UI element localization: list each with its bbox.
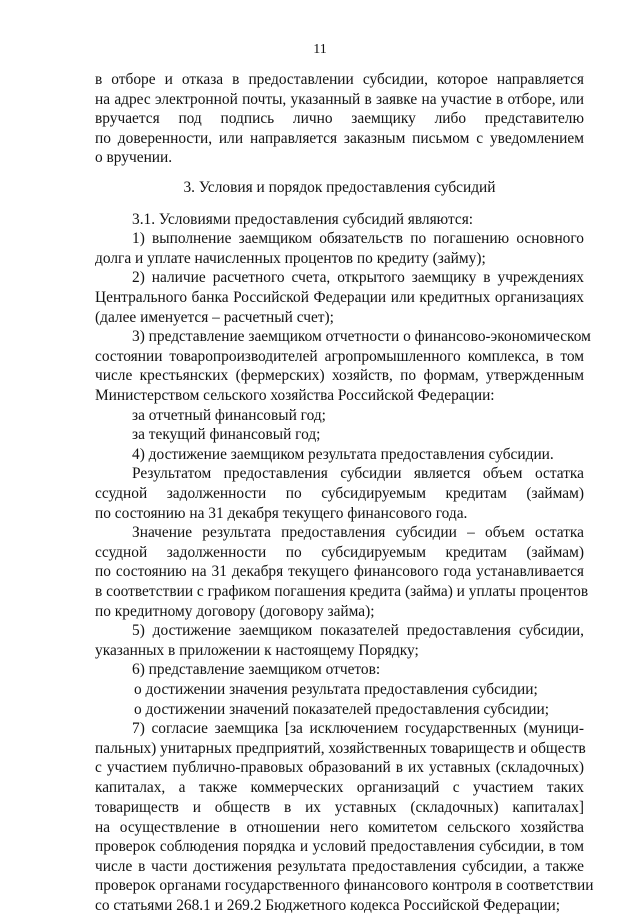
- text-line: Значение результата предоставления субсидии – объем остатка: [132, 524, 584, 541]
- text-line: 3.1. Условиями предоставления субсидий являются:: [132, 211, 474, 228]
- text-line: вручается под подпись лично заемщику либо представителю: [95, 110, 584, 127]
- text-line: в отборе и отказа в предоставлении субсидии, которое направляется: [95, 71, 584, 88]
- text-line: 3) представление заемщиком отчетности о финансово-экономическом: [132, 328, 591, 345]
- text-line: на осуществление в отношении него комитетом сельского хозяйства: [95, 819, 584, 836]
- text-line: состоянии товаропроизводителей агропромышленного комплекса, в том: [95, 348, 584, 365]
- text-line: капиталах, а также коммерческих организаций с участием таких: [95, 779, 584, 796]
- text-line: товариществ и обществ в их уставных (складочных) капиталах]: [95, 799, 584, 816]
- text-line: на адрес электронной почты, указанный в заявке на участие в отборе, или: [95, 91, 584, 108]
- text-line: ссудной задолженности по субсидируемым кредитам (займам): [95, 485, 584, 502]
- text-line: пальных) унитарных предприятий, хозяйственных товариществ и обществ: [95, 740, 586, 757]
- text-line: по состоянию на 31 декабря текущего финансового года.: [95, 505, 468, 522]
- text-line: числе крестьянских (фермерских) хозяйств, по формам, утвержденным: [95, 367, 584, 384]
- text-line: 2) наличие расчетного счета, открытого заемщику в учреждениях: [132, 269, 584, 286]
- page-number: 11: [313, 42, 327, 57]
- text-line: 1) выполнение заемщиком обязательств по погашению основного: [132, 230, 584, 247]
- text-line: долга и уплате начисленных процентов по кредиту (займу);: [95, 250, 486, 267]
- text-line: по доверенности, или направляется заказным письмом с уведомлением: [95, 130, 584, 147]
- text-line: Министерством сельского хозяйства Российской Федерации:: [95, 387, 495, 404]
- text-line: о вручении.: [95, 149, 173, 166]
- text-line: ссудной задолженности по субсидируемым кредитам (займам): [95, 544, 584, 561]
- text-line: проверок соблюдения порядка и условий предоставления субсидии, в том: [95, 838, 584, 855]
- text-line: проверок органами государственного финансового контроля в соответствии: [95, 877, 594, 894]
- text-line: 5) достижение заемщиком показателей предоставления субсидии,: [132, 622, 584, 639]
- text-line: в соответствии с графиком погашения кредита (займа) и уплаты процентов: [95, 583, 589, 600]
- text-line: числе в части достижения результата предоставления субсидии, а также: [95, 858, 584, 875]
- text-line: по кредитному договору (договору займа);: [95, 603, 375, 620]
- text-line: по состоянию на 31 декабря текущего финансового года устанавливается: [95, 563, 584, 580]
- text-line: 6) представление заемщиком отчетов:: [132, 661, 381, 678]
- text-line: со статьями 268.1 и 269.2 Бюджетного кодекса Российской Федерации;: [95, 897, 561, 914]
- text-line: с участием публично-правовых образований в их уставных (складочных): [95, 759, 584, 776]
- text-line: о достижении значений показателей предоставления субсидии;: [134, 701, 550, 718]
- text-line: Центрального банка Российской Федерации или кредитных организациях: [95, 289, 584, 306]
- text-line: 7) согласие заемщика [за исключением государственных (муници-: [132, 720, 584, 737]
- text-line: 4) достижение заемщиком результата предоставления субсидии.: [132, 446, 554, 463]
- text-line: Результатом предоставления субсидии является объем остатка: [132, 465, 584, 482]
- section-heading: 3. Условия и порядок предоставления субсидий: [183, 179, 496, 196]
- text-line: за текущий финансовый год;: [132, 426, 321, 443]
- text-line: за отчетный финансовый год;: [132, 407, 326, 424]
- text-line: о достижении значения результата предоставления субсидии;: [134, 681, 538, 698]
- text-line: (далее именуется – расчетный счет);: [95, 309, 334, 326]
- text-line: указанных в приложении к настоящему Порядку;: [95, 642, 419, 659]
